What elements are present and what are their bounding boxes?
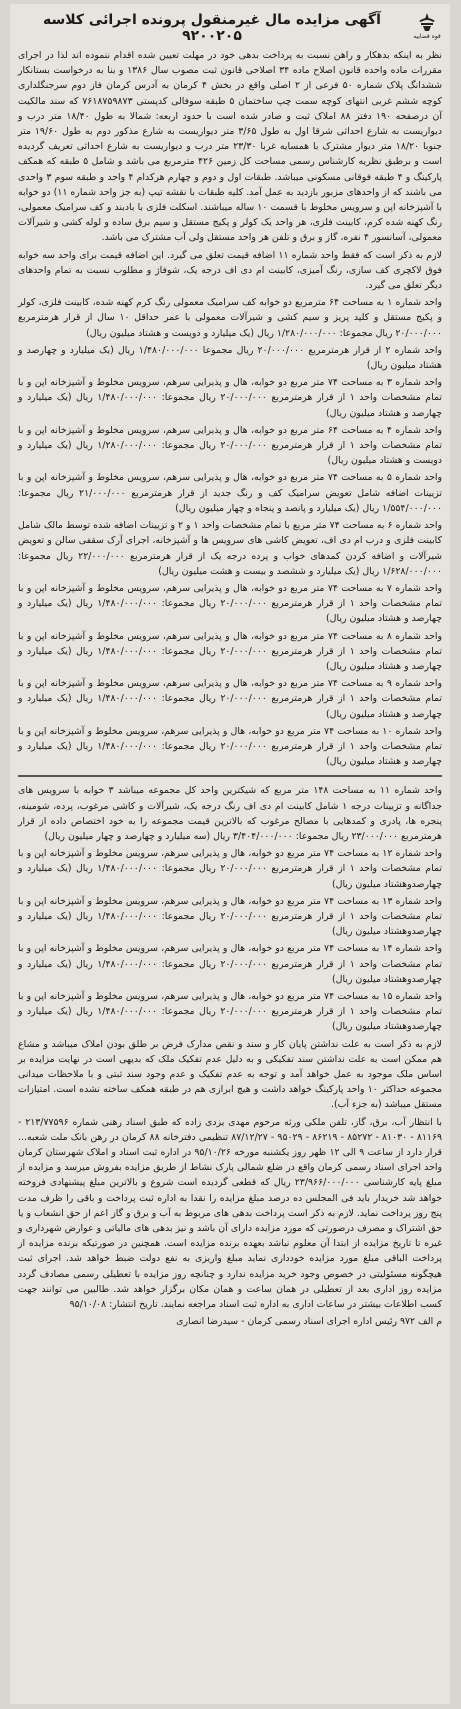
intro-paragraph: نظر به اینکه بدهکار و راهن نسبت به پرداخت بدهی خود در مهلت تعیین شده اقدام ننموده اند لذا در اجرای مقررات ماده واحده قانون اصلاح ماده ۳۴ اصلاحی قانون ثبت مصوب سال ۱۳۸۶ و بنا به درخواست بستانکار ششدانگ پلاک شماره ۵۰ فرعی از ۲ اصلی واقع در بخش ۴ کرمان به آدرس کرمان فاز دوم سرجنگلداری کوچه ششم غربی انتهای کوچه سمت چپ ساختمان ۵ طبقه سوفالی کدپستی ۷۶۱۸۷۵۹۸۷۳ که سند مالکیت آن درصفحه ۱۹۰ دفتر ۸۸ املاک ثبت و صادر شده است با حدود اربعه: شمالا به طول ۱۸/۴۰ متر درب و دیواریست به شارع احداثی شرقا اول به طول ۳/۶۵ متر دیواریست به شارع مذکور دوم به طول ۱۹/۶۰ متر جنوبا ۱۸/۲۰ متر دیوار مشترک با همسایه غربا ۲۳/۳۰ متر درب و دیواریست به شارع احداثی تعریف گردیده است و برطبق نظریه کارشناس رسمی مساحت کل زمین ۴۲۶ مترمربع می باشد و شامل ۵ طبقه که همکف پارکینگ و ۴ طبقه فوقانی مسکونی میباشد. طبقات اول و دوم و چهارم هرکدام ۴ واحد و طبقه سوم ۳ واحدی می باشند که از واحدهای مزبور بازدید به عمل آمد. کلیه طبقات با نقشه تیپ (به جز واحد شماره ۱۱) دو خوابه با آشپزخانه اپن و سرویس مخلوط با قسمت ۱۰ ساله میباشند. اسکلت فلزی با بادبند و کف سرامیک معمولی، رنگ کهنه شده کرم، کابینت فلزی، هر واحد یک کولر و پکیج مستقل و سیم برق ساده و لوله کشی و شیرآلات معمولی، آسانسور ۴ نفره، گاز و برق و تلفن هر واحد مستقل ولی آب مشترک می باشد. xyxy=(18,50,443,244)
unit-15-paragraph: واحد شماره ۱۵ به مساحت ۷۴ متر مربع دو خوابه، هال و پذیرایی سرهم، سرویس مخلوط و آشپزخانه اپن و با تمام مشخصات واحد ۱ از قرار هرمترمربع ۲۰/۰۰۰/۰۰۰ ریال مجموعا: ۱/۴۸۰/۰۰۰/۰۰۰ ریال (یک میلیارد و چهارصدوهشتاد میلیون ریال) xyxy=(18,990,442,1033)
unit-10-paragraph: واحد شماره ۱۰ به مساحت ۷۴ متر مربع دو خوابه، هال و پذیرایی سرهم، سرویس مخلوط و آشپزخانه اپن و با تمام مشخصات واحد ۱ از قرار هرمترمربع ۲۰/۰۰۰/۰۰۰ ریال مجموعا: ۱/۴۸۰/۰۰۰/۰۰۰ ریال (یک میلیارد و چهارصد و هشتاد میلیون ریال) xyxy=(18,725,442,768)
section-one xyxy=(18,48,442,769)
unit-3-paragraph: واحد شماره ۳ به مساحت ۷۴ متر مربع دو خوابه، هال و پذیرایی سرهم، سرویس مخلوط و آشپزخانه اپن و با تمام مشخصات واحد ۱ از قرار هرمترمربع ۲۰/۰۰۰/۰۰۰ ریال مجموعا: ۱/۴۸۰/۰۰۰/۰۰۰ ریال (یک میلیارد و چهارصد و هشتاد میلیون ریال) xyxy=(18,377,442,419)
ad-title: آگهی مزایده مال غیرمنقول پرونده اجرائی کلاسه ۹۲۰۰۲۰۵ xyxy=(43,12,381,44)
unit-6-paragraph: واحد شماره ۶ به مساحت ۷۴ متر مربع با تمام مشخصات واحد ۱ و ۲ و تزیینات اضافه شده توسط مالک شامل کابینت فلزی و درب ام دی اف، تعویض کاشی های سرویس ها و آشپزخانه، اجرای آرک سقفی سالن و تعویض شیرآلات و اضافه کردن کمدهای خواب و پرده درجه یک از قرار هرمترمربع ۲۲/۰۰۰/۰۰۰ ریال مجموعا: ۱/۶۲۸/۰۰۰/۰۰۰ ریال (یک میلیارد و ششصد و بیست و هشت میلیون ریال) xyxy=(18,520,443,577)
auction-terms-paragraph: با انتظار آب، برق، گاز، تلفن ملکی ورثه مرحوم مهدی یزدی زاده که طبق اسناد رهنی شماره ۲۱۳/۷۷۵۹۶ - ۸۱۱۶۹ - ۸۱۰۳۰ - ۸۵۲۷۲ - ۸۶۲۱۹ - ۹۵۰۲۹ - ۸۷/۱۲/۲۷ تنظیمی دفترخانه ۸۸ کرمان در رهن بانک ملت شعبه... قرار دارد از ساعت ۹ الی ۱۲ ظهر روز یکشنبه مورخه ۹۵/۱۰/۲۶ در اداره ثبت اسناد و املاک شهرستان کرمان واحد اجرای اسناد رسمی کرمان واقع در ضلع شمالی پارک نشاط از طریق مزایده بفروش میرسد و مزایده از مبلغ پایه کارشناسی ۲۳/۹۶۶/۰۰۰/۰۰۰ ریال که قطعی گردیده است شروع و بالاترین مبلغ پیشنهادی فروخته خواهد شد خریدار باید فی المجلس ده درصد مبلغ مزایده را نقدا به اداره ثبت پرداخت و باقی را ظرف مدت پنج روز پرداخت نماید. لازم به ذکر است پرداخت بدهی های مربوط به آب و برق و گاز اعم از حق انشعاب و یا حق اشتراک و مصرف درصورتی که مورد مزایده دارای آن باشد و نیز بدهی های مالیاتی و عوارض شهرداری و غیره تا تاریخ مزایده از ابتدا آن معلوم نباشد بعهده برنده مزایده است. همچنین در صورتیکه برنده مزایده از پرداخت الباقی مبلغ مورد مزایده خودداری نماید مبلغ واریزی به نفع دولت ضبط خواهد شد. اجرای ثبت هیچگونه مسئولیتی در خصوص وجود خرید مزایده ندارد و چنانچه روز مزایده با تعطیلی رسمی مصادف گردد مزایده روز اداری بعد از تعطیلی در همان ساعت و همان مکان برگزار خواهد شد. طالبین می توانند جهت کسب اطلاعات بیشتر در ساعات اداری به اداره ثبت اسناد مراجعه نمایند. تاریخ انتشار: ۹۵/۱۰/۰۸ xyxy=(18,1116,443,1311)
unit-14-paragraph: واحد شماره ۱۴ به مساحت ۷۴ متر مربع دو خوابه، هال و پذیرایی سرهم، سرویس مخلوط و آشپزخانه اپن و با تمام مشخصات واحد ۱ از قرار هرمترمربع ۲۰/۰۰۰/۰۰۰ ریال مجموعا: ۱/۴۸۰/۰۰۰/۰۰۰ ریال (یک میلیارد و چهارصدوهشتاد میلیون ریال) xyxy=(18,943,442,985)
unit-5-paragraph: واحد شماره ۵ به مساحت ۷۴ متر مربع دو خوابه، هال و پذیرایی سرهم، سرویس مخلوط و آشپزخانه اپن و با تزیینات اضافه شامل تعویض سرامیک کف و رنگ جدید از قرار هرمترمربع ۲۱/۰۰۰/۰۰۰ ریال مجموعا: ۱/۵۵۴/۰۰۰/۰۰۰ ریال (یک میلیارد و پانصد و پنجاه و چهار میلیون ریال) xyxy=(18,472,442,514)
unit-2-paragraph: واحد شماره ۲ از قرار هرمترمربع ۲۰/۰۰۰/۰۰۰ ریال مجموعا ۱/۴۸۰/۰۰۰/۰۰۰ ریال (یک میلیارد و چهارصد و هشتاد میلیون ریال) xyxy=(18,344,442,372)
note-paragraph: لازم به ذکر است که فقط واحد شماره ۱۱ اضافه قیمت تعلق می گیرد. این اضافه قیمت برای واحد سه خوابه فوق لاکچری کف سازی، رنگ آمیزی، کابینت ام دی اف درجه یک، شوفاژ و مطلوب نسبت به تمام واحدهای دیگر تعلق می گیرد. xyxy=(18,249,442,292)
unit-11-paragraph: واحد شماره ۱۱ به مساحت ۱۴۸ متر مربع که شیکترین واحد کل مجموعه میباشد ۳ خوابه با سرویس های جداگانه و تزیینات درجه ۱ شامل کابینت ام دی اف رنگ درجه یک، شیرآلات و کاشی مرغوب، پرده، شومینه، پنجره ها، پادری و کمدهایی با مصالح مرغوب که بالاترین قیمت مجموعه را به خود اختصاص داده از قرار هرمترمربع ۲۳/۰۰۰/۰۰۰ ریال مجموعا: ۳/۴۰۴/۰۰۰/۰۰۰ ریال (سه میلیارد و چهارصد و چهار میلیون ریال) xyxy=(18,785,442,842)
unit-8-paragraph: واحد شماره ۸ به مساحت ۷۴ متر مربع دو خوابه، هال و پذیرایی سرهم، سرویس مخلوط و آشپزخانه اپن و با تمام مشخصات واحد ۱ از قرار هرمترمربع ۲۰/۰۰۰/۰۰۰ ریال مجموعا: ۱/۴۸۰/۰۰۰/۰۰۰ ریال (یک میلیارد و چهارصد و هشتاد میلیون ریال) xyxy=(18,630,442,672)
unit-4-paragraph: واحد شماره ۴ به مساحت ۶۴ متر مربع دو خوابه، هال و پذیرایی سرهم، سرویس مخلوط و آشپزخانه اپن و با تمام مشخصات واحد ۱ از قرار هرمترمربع ۲۰/۰۰۰/۰۰۰ ریال مجموعا: ۱/۲۸۰/۰۰۰/۰۰۰ ریال (یک میلیارد و دویست و هشتاد میلیون ریال) xyxy=(18,424,442,467)
unit-7-paragraph: واحد شماره ۷ به مساحت ۷۴ متر مربع دو خوابه، هال و پذیرایی سرهم، سرویس مخلوط و آشپزخانه اپن و با تمام مشخصات واحد ۱ از قرار هرمترمربع ۲۰/۰۰۰/۰۰۰ ریال مجموعا: ۱/۴۸۰/۰۰۰/۰۰۰ ریال (یک میلیارد و چهارصد و هشتاد میلیون ریال) xyxy=(18,582,442,625)
unit-1-paragraph: واحد شماره ۱ به مساحت ۶۴ مترمربع دو خوابه کف سرامیک معمولی رنگ کرم کهنه شده، کابینت فلزی، کولر و پکیج مستقل و کلید پریز و سیم کشی و شیرآلات معمولی با عمر حداقل ۱۰ سال از قرار هرمترمربع ۲۰/۰۰۰/۰۰۰ ریال مجموعا: ۱/۲۸۰/۰۰۰/۰۰۰ ریال (یک میلیارد و دویست و هشتاد میلیون ریال) xyxy=(18,297,442,339)
unit-9-paragraph: واحد شماره ۹ به مساحت ۷۴ متر مربع دو خوابه، هال و پذیرایی سرهم، سرویس مخلوط و آشپزخانه اپن و با تمام مشخصات واحد ۱ از قرار هرمترمربع ۲۰/۰۰۰/۰۰۰ ریال مجموعا: ۱/۴۸۰/۰۰۰/۰۰۰ ریال (یک میلیارد و چهارصد و هشتاد میلیون ریال) xyxy=(18,678,442,720)
signature-line: م الف ۹۷۲ رئیس اداره اجرای اسناد رسمی کرمان - سیدرضا انصاری xyxy=(176,1316,442,1328)
notes-paragraph: لازم به ذکر است به علت نداشتن پایان کار و سند و نقص مدارک فرض بر طلق بودن املاک میباشد و مشاع هم ممکن است به علت نداشتن سند تفکیکی و به دلیل عدم تفکیک ملک که بدیهی است در نهایت مزایده بر اساس ملک موجود به عمل خواهد آمد و توجه به عدم تفکیک و عدم وجود سند ثبتی و با ملاحظات میدانی مجموعه حداکثر ۱۰ واحد پارکینگ خواهد داشت و هیچ ابرازی هم در طبقه همکف ساخته نشده است. امتیازات مستقل میباشد (به جزء آب). xyxy=(18,1038,443,1111)
ad-sheet xyxy=(10,4,450,1704)
unit-13-paragraph: واحد شماره ۱۳ به مساحت ۷۴ متر مربع دو خوابه، هال و پذیرایی سرهم، سرویس مخلوط و آشپزخانه اپن و با تمام مشخصات واحد ۱ از قرار هرمترمربع ۲۰/۰۰۰/۰۰۰ ریال مجموعا: ۱/۴۸۰/۰۰۰/۰۰۰ ریال (یک میلیارد و چهارصدوهشتاد میلیون ریال) xyxy=(18,895,442,938)
column-divider xyxy=(18,775,442,777)
emblem-caption: قوه قضاییه xyxy=(413,33,441,40)
judiciary-emblem-icon xyxy=(412,11,442,45)
unit-12-paragraph: واحد شماره ۱۲ به مساحت ۷۴ متر مربع دو خوابه، هال و پذیرایی سرهم، سرویس مخلوط و آشپزخانه اپن و با تمام مشخصات واحد ۱ از قرار هرمترمربع ۲۰/۰۰۰/۰۰۰ ریال مجموعا: ۱/۴۸۰/۰۰۰/۰۰۰ ریال (یک میلیارد و چهارصدوهشتاد میلیون ریال) xyxy=(18,848,442,890)
ad-header xyxy=(18,8,442,48)
section-two xyxy=(18,783,442,1329)
